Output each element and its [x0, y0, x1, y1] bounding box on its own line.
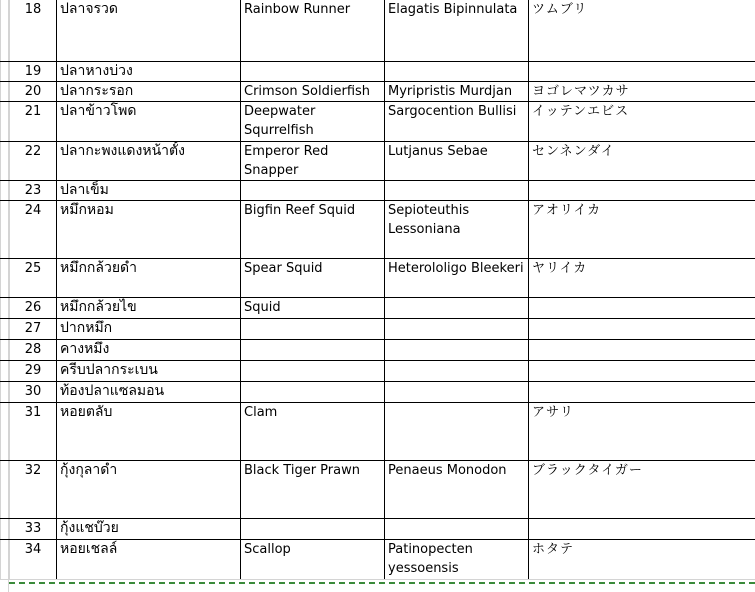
cell-japanese-name[interactable]: ホタテ	[529, 540, 755, 580]
cell-thai-name[interactable]: ปลากระรอก	[57, 82, 241, 102]
cell-number[interactable]: 19	[10, 62, 57, 82]
cell-japanese-name[interactable]: センネンダイ	[529, 142, 755, 181]
cell-gutter[interactable]	[1, 361, 10, 382]
cell-gutter[interactable]	[1, 519, 10, 540]
cell-number[interactable]: 18	[10, 0, 57, 62]
cell-gutter[interactable]	[1, 319, 10, 340]
cell-gutter[interactable]	[1, 181, 10, 201]
cell-thai-name[interactable]: กุ้งกุลาดำ	[57, 461, 241, 519]
cell-gutter[interactable]	[1, 142, 10, 181]
cell-gutter[interactable]	[1, 201, 10, 259]
cell-english-name[interactable]	[241, 319, 385, 340]
cell-english-name[interactable]: Bigfin Reef Squid	[241, 201, 385, 259]
cell-japanese-name[interactable]	[529, 319, 755, 340]
cell-number[interactable]: 24	[10, 201, 57, 259]
cell-thai-name[interactable]: ปลาจรวด	[57, 0, 241, 62]
cell-english-name[interactable]: Rainbow Runner	[241, 0, 385, 62]
cell-number[interactable]: 26	[10, 298, 57, 319]
cell-number[interactable]: 22	[10, 142, 57, 181]
cell-scientific-name[interactable]: Myripristis Murdjan	[385, 82, 529, 102]
cell-gutter[interactable]	[1, 382, 10, 403]
cell-scientific-name[interactable]	[385, 298, 529, 319]
cell-thai-name[interactable]: หอยตลับ	[57, 403, 241, 461]
cell-scientific-name[interactable]	[385, 403, 529, 461]
cell-japanese-name[interactable]	[529, 181, 755, 201]
cell-thai-name[interactable]: ปากหมึก	[57, 319, 241, 340]
cell-number[interactable]: 27	[10, 319, 57, 340]
table-row	[1, 259, 755, 298]
cell-number[interactable]: 29	[10, 361, 57, 382]
table-row	[1, 382, 755, 403]
cell-gutter[interactable]	[1, 0, 10, 62]
cell-gutter[interactable]	[1, 62, 10, 82]
cell-japanese-name[interactable]: ヤリイカ	[529, 259, 755, 298]
cell-number[interactable]: 32	[10, 461, 57, 519]
cell-thai-name[interactable]: หอยเชลล์	[57, 540, 241, 580]
cell-gutter[interactable]	[1, 259, 10, 298]
cell-english-name[interactable]: Black Tiger Prawn	[241, 461, 385, 519]
cell-english-name[interactable]	[241, 361, 385, 382]
cell-japanese-name[interactable]: イッテンエビス	[529, 102, 755, 142]
cell-number[interactable]: 34	[10, 540, 57, 580]
cell-english-name[interactable]	[241, 519, 385, 540]
cell-japanese-name[interactable]	[529, 62, 755, 82]
cell-number[interactable]: 25	[10, 259, 57, 298]
cell-japanese-name[interactable]: アサリ	[529, 403, 755, 461]
cell-japanese-name[interactable]	[529, 340, 755, 361]
cell-number[interactable]: 28	[10, 340, 57, 361]
cell-scientific-name[interactable]	[385, 181, 529, 201]
cell-english-name[interactable]	[241, 181, 385, 201]
cell-thai-name[interactable]: ครีบปลากระเบน	[57, 361, 241, 382]
table-row	[1, 540, 755, 580]
cell-english-name[interactable]	[241, 340, 385, 361]
cell-thai-name[interactable]: หมึกหอม	[57, 201, 241, 259]
table-row	[1, 461, 755, 519]
cell-scientific-name[interactable]	[385, 62, 529, 82]
cell-japanese-name[interactable]: ヨゴレマツカサ	[529, 82, 755, 102]
cell-english-name[interactable]: Crimson Soldierfish	[241, 82, 385, 102]
cell-scientific-name[interactable]: Lutjanus Sebae	[385, 142, 529, 181]
table-row	[1, 519, 755, 540]
table-row	[1, 298, 755, 319]
cell-gutter[interactable]	[1, 82, 10, 102]
cell-gutter[interactable]	[1, 461, 10, 519]
cell-scientific-name[interactable]: Sepioteuthis Lessoniana	[385, 201, 529, 259]
cell-japanese-name[interactable]: ブラックタイガー	[529, 461, 755, 519]
cell-thai-name[interactable]: หมึกกล้วยไข	[57, 298, 241, 319]
cell-gutter[interactable]	[1, 298, 10, 319]
cell-thai-name[interactable]: ปลากะพงแดงหน้าตั้ง	[57, 142, 241, 181]
cell-scientific-name[interactable]: Elagatis Bipinnulata	[385, 0, 529, 62]
cell-scientific-name[interactable]: Penaeus Monodon	[385, 461, 529, 519]
cell-japanese-name[interactable]	[529, 298, 755, 319]
table-row	[1, 403, 755, 461]
cell-thai-name[interactable]: ปลาเข็ม	[57, 181, 241, 201]
cell-scientific-name[interactable]: Sargocention Bullisi	[385, 102, 529, 142]
table-row	[1, 319, 755, 340]
cell-number[interactable]: 23	[10, 181, 57, 201]
cell-thai-name[interactable]: ท้องปลาแซลมอน	[57, 382, 241, 403]
cell-number[interactable]: 20	[10, 82, 57, 102]
cell-number[interactable]: 31	[10, 403, 57, 461]
table-row	[1, 361, 755, 382]
cell-english-name[interactable]: Scallop	[241, 540, 385, 580]
table-row	[1, 82, 755, 102]
table-row	[1, 142, 755, 181]
cell-scientific-name[interactable]	[385, 319, 529, 340]
cell-thai-name[interactable]: กุ้งแชบ๊วย	[57, 519, 241, 540]
cell-scientific-name[interactable]: Patinopecten yessoensis	[385, 540, 529, 580]
cell-english-name[interactable]: Clam	[241, 403, 385, 461]
cell-english-name[interactable]: Emperor Red Snapper	[241, 142, 385, 181]
cell-japanese-name[interactable]: ツムブリ	[529, 0, 755, 62]
cell-scientific-name[interactable]	[385, 361, 529, 382]
cell-scientific-name[interactable]	[385, 519, 529, 540]
cell-english-name[interactable]	[241, 62, 385, 82]
cell-number[interactable]: 21	[10, 102, 57, 142]
cell-english-name[interactable]	[241, 382, 385, 403]
cell-thai-name[interactable]: คางหมึง	[57, 340, 241, 361]
cell-scientific-name[interactable]	[385, 340, 529, 361]
cell-gutter[interactable]	[1, 102, 10, 142]
cell-english-name[interactable]: Squid	[241, 298, 385, 319]
cell-thai-name[interactable]: ปลาหางบ่วง	[57, 62, 241, 82]
cell-gutter[interactable]	[1, 403, 10, 461]
table-row	[1, 62, 755, 82]
cell-scientific-name[interactable]	[385, 382, 529, 403]
cell-japanese-name[interactable]: アオリイカ	[529, 201, 755, 259]
cell-gutter[interactable]	[1, 340, 10, 361]
cell-scientific-name[interactable]: Heterololigo Bleekeri	[385, 259, 529, 298]
cell-japanese-name[interactable]	[529, 361, 755, 382]
cell-number[interactable]: 30	[10, 382, 57, 403]
cell-thai-name[interactable]: ปลาข้าวโพด	[57, 102, 241, 142]
cell-gutter[interactable]	[1, 540, 10, 580]
cell-number[interactable]: 33	[10, 519, 57, 540]
table-row	[1, 340, 755, 361]
cell-japanese-name[interactable]	[529, 382, 755, 403]
table-row	[1, 102, 755, 142]
cell-thai-name[interactable]: หมึกกล้วยดำ	[57, 259, 241, 298]
table-row	[1, 0, 755, 62]
page-break-line	[9, 582, 755, 584]
cell-english-name[interactable]: Spear Squid	[241, 259, 385, 298]
cell-english-name[interactable]: Deepwater Squrrelfish	[241, 102, 385, 142]
table-row	[1, 181, 755, 201]
table-row	[1, 201, 755, 259]
cell-japanese-name[interactable]	[529, 519, 755, 540]
